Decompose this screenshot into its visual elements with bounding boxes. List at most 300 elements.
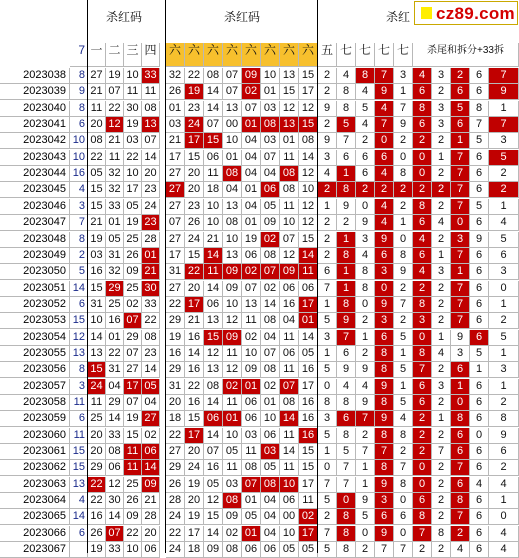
count-value[interactable]: 8 xyxy=(70,362,88,378)
kill-red-b-cell[interactable]: 26 xyxy=(166,477,185,493)
kill-red-a-cell[interactable]: 10 xyxy=(124,166,142,182)
kill-red-c-cell[interactable]: 6 xyxy=(451,362,470,378)
kill-red-c-cell[interactable]: 4 xyxy=(375,101,394,117)
kill-red-b-cell[interactable]: 04 xyxy=(223,182,242,198)
kill-red-a-cell[interactable]: 11 xyxy=(106,150,124,166)
kill-red-b-cell[interactable]: 27 xyxy=(166,232,185,248)
kill-red-b-cell[interactable]: 01 xyxy=(166,101,185,117)
kill-red-a-cell[interactable]: 08 xyxy=(106,444,124,460)
kill-red-c-cell[interactable]: 0 xyxy=(413,460,432,476)
kill-red-c-cell[interactable]: 8 xyxy=(375,428,394,444)
kill-red-a-cell[interactable]: 11 xyxy=(88,101,106,117)
kill-red-a-cell[interactable]: 30 xyxy=(142,281,160,297)
kill-red-a-cell[interactable]: 04 xyxy=(142,395,160,411)
kill-red-b-cell[interactable]: 17 xyxy=(185,526,204,542)
header-col-b5[interactable]: 六 xyxy=(261,43,280,67)
kill-red-c-cell[interactable]: 7 xyxy=(375,68,394,84)
kill-red-c-cell[interactable]: 0 xyxy=(413,166,432,182)
kill-red-a-cell[interactable]: 19 xyxy=(124,117,142,133)
header-col-c1[interactable]: 七 xyxy=(337,43,356,67)
kill-red-c-cell[interactable]: 5 xyxy=(394,395,413,411)
kill-red-c-cell[interactable]: 7 xyxy=(451,509,470,525)
kill-red-a-cell[interactable]: 33 xyxy=(142,68,160,84)
kill-red-c-cell[interactable]: 6 xyxy=(413,84,432,100)
kill-red-b-cell[interactable]: 10 xyxy=(223,297,242,313)
kill-red-c-cell[interactable]: 6 xyxy=(375,248,394,264)
count-value[interactable]: 8 xyxy=(70,232,88,248)
kill-red-a-cell[interactable]: 27 xyxy=(88,68,106,84)
kill-red-c-cell[interactable]: 6 xyxy=(413,117,432,133)
kill-red-b-cell[interactable]: 09 xyxy=(223,264,242,280)
kill-red-b-cell[interactable]: 06 xyxy=(242,411,261,427)
kill-red-a-cell[interactable]: 09 xyxy=(124,509,142,525)
kill-red-b-cell[interactable]: 08 xyxy=(280,166,299,182)
kill-red-c-cell[interactable]: 8 xyxy=(337,428,356,444)
kill-red-c-cell[interactable]: 6 xyxy=(470,150,489,166)
kill-red-b-cell[interactable]: 03 xyxy=(223,477,242,493)
kill-red-b-cell[interactable]: 09 xyxy=(280,264,299,280)
kill-red-c-cell[interactable]: 1 xyxy=(394,215,413,231)
issue-number[interactable]: 2023058 xyxy=(0,395,70,411)
kill-red-c-cell[interactable]: 9 xyxy=(375,379,394,395)
kill-red-b-cell[interactable]: 04 xyxy=(261,166,280,182)
issue-number[interactable]: 2023051 xyxy=(0,281,70,297)
count-value[interactable] xyxy=(70,542,88,558)
kill-red-c-cell[interactable]: 5 xyxy=(356,509,375,525)
kill-red-a-cell[interactable]: 28 xyxy=(142,509,160,525)
kill-red-c-cell[interactable]: 3 xyxy=(375,313,394,329)
kill-red-c-cell[interactable]: 9 xyxy=(356,362,375,378)
kill-red-c-cell[interactable]: 2 xyxy=(394,133,413,149)
kill-red-b-cell[interactable]: 17 xyxy=(299,84,318,100)
kill-red-c-cell[interactable]: 6 xyxy=(413,215,432,231)
kill-red-c-cell[interactable]: 1 xyxy=(356,330,375,346)
kill-red-b-cell[interactable]: 04 xyxy=(242,166,261,182)
kill-red-c-cell[interactable]: 2 xyxy=(318,509,337,525)
kill-red-b-cell[interactable]: 12 xyxy=(299,199,318,215)
kill-red-b-cell[interactable]: 17 xyxy=(299,297,318,313)
kill-red-b-cell[interactable]: 22 xyxy=(185,379,204,395)
kill-red-c-cell[interactable]: 3 xyxy=(413,313,432,329)
kill-red-c-cell[interactable]: 0 xyxy=(375,133,394,149)
kill-red-c-cell[interactable]: 7 xyxy=(413,526,432,542)
kill-red-c-cell[interactable]: 2 xyxy=(318,215,337,231)
kill-red-b-cell[interactable]: 07 xyxy=(280,232,299,248)
kill-red-a-cell[interactable]: 28 xyxy=(142,232,160,248)
kill-red-b-cell[interactable]: 01 xyxy=(223,411,242,427)
kill-red-a-cell[interactable]: 07 xyxy=(106,526,124,542)
kill-red-b-cell[interactable]: 11 xyxy=(223,460,242,476)
kill-red-c-cell[interactable]: 2 xyxy=(489,313,519,329)
kill-red-c-cell[interactable]: 1 xyxy=(432,330,451,346)
kill-red-c-cell[interactable]: 9 xyxy=(337,362,356,378)
kill-red-c-cell[interactable]: 4 xyxy=(318,166,337,182)
count-value[interactable]: 11 xyxy=(70,428,88,444)
count-value[interactable]: 3 xyxy=(70,199,88,215)
kill-red-c-cell[interactable]: 2 xyxy=(318,248,337,264)
kill-red-c-cell[interactable]: 6 xyxy=(470,264,489,280)
kill-red-c-cell[interactable]: 9 xyxy=(470,232,489,248)
kill-red-b-cell[interactable]: 07 xyxy=(242,477,261,493)
kill-red-c-cell[interactable]: 8 xyxy=(413,509,432,525)
kill-red-c-cell[interactable]: 6 xyxy=(470,166,489,182)
kill-red-c-cell[interactable]: 1 xyxy=(337,166,356,182)
kill-red-c-cell[interactable]: 5 xyxy=(318,542,337,558)
kill-red-c-cell[interactable]: 7 xyxy=(318,281,337,297)
kill-red-a-cell[interactable]: 15 xyxy=(88,362,106,378)
kill-red-c-cell[interactable]: 2 xyxy=(432,84,451,100)
kill-red-c-cell[interactable]: 6 xyxy=(413,493,432,509)
kill-red-b-cell[interactable]: 17 xyxy=(166,150,185,166)
kill-red-c-cell[interactable]: 2 xyxy=(432,509,451,525)
kill-red-b-cell[interactable]: 13 xyxy=(280,68,299,84)
kill-red-c-cell[interactable]: 9 xyxy=(375,477,394,493)
kill-red-c-cell[interactable]: 7 xyxy=(451,460,470,476)
kill-red-b-cell[interactable]: 16 xyxy=(166,346,185,362)
kill-red-c-cell[interactable]: 6 xyxy=(375,509,394,525)
kill-red-b-cell[interactable]: 11 xyxy=(242,444,261,460)
kill-red-c-cell[interactable]: 2 xyxy=(394,313,413,329)
kill-red-b-cell[interactable]: 14 xyxy=(280,444,299,460)
kill-red-b-cell[interactable]: 06 xyxy=(261,182,280,198)
kill-red-b-cell[interactable]: 08 xyxy=(261,477,280,493)
kill-red-b-cell[interactable]: 00 xyxy=(280,509,299,525)
kill-red-a-cell[interactable]: 31 xyxy=(106,248,124,264)
kill-red-b-cell[interactable]: 09 xyxy=(223,330,242,346)
kill-red-b-cell[interactable]: 02 xyxy=(261,232,280,248)
kill-red-c-cell[interactable]: 9 xyxy=(489,428,519,444)
kill-red-b-cell[interactable]: 15 xyxy=(185,150,204,166)
kill-red-c-cell[interactable]: 1 xyxy=(394,84,413,100)
kill-red-a-cell[interactable]: 32 xyxy=(106,182,124,198)
kill-red-a-cell[interactable]: 24 xyxy=(88,379,106,395)
kill-red-b-cell[interactable]: 24 xyxy=(185,117,204,133)
kill-red-c-cell[interactable]: 6 xyxy=(470,493,489,509)
kill-red-b-cell[interactable]: 01 xyxy=(242,182,261,198)
kill-red-c-cell[interactable]: 3 xyxy=(432,264,451,280)
kill-red-c-cell[interactable]: 2 xyxy=(413,411,432,427)
kill-red-b-cell[interactable]: 08 xyxy=(261,117,280,133)
kill-red-c-cell[interactable]: 6 xyxy=(413,248,432,264)
kill-red-b-cell[interactable]: 01 xyxy=(280,133,299,149)
kill-red-c-cell[interactable]: 8 xyxy=(337,395,356,411)
kill-red-a-cell[interactable]: 10 xyxy=(88,313,106,329)
kill-red-c-cell[interactable]: 2 xyxy=(356,182,375,198)
kill-red-b-cell[interactable]: 02 xyxy=(261,281,280,297)
kill-red-c-cell[interactable]: 1 xyxy=(489,346,519,362)
kill-red-c-cell[interactable]: 8 xyxy=(337,542,356,558)
kill-red-b-cell[interactable]: 04 xyxy=(261,509,280,525)
kill-red-c-cell[interactable]: 4 xyxy=(356,248,375,264)
kill-red-b-cell[interactable]: 17 xyxy=(185,428,204,444)
kill-red-c-cell[interactable]: 3 xyxy=(375,493,394,509)
kill-red-c-cell[interactable]: 7 xyxy=(451,313,470,329)
kill-red-b-cell[interactable]: 15 xyxy=(299,232,318,248)
kill-red-a-cell[interactable]: 25 xyxy=(106,297,124,313)
kill-red-a-cell[interactable]: 03 xyxy=(124,133,142,149)
kill-red-c-cell[interactable]: 2 xyxy=(394,199,413,215)
kill-red-b-cell[interactable]: 03 xyxy=(166,117,185,133)
kill-red-b-cell[interactable]: 10 xyxy=(204,199,223,215)
kill-red-a-cell[interactable]: 22 xyxy=(88,493,106,509)
kill-red-b-cell[interactable]: 15 xyxy=(299,444,318,460)
kill-red-c-cell[interactable]: 3 xyxy=(489,264,519,280)
kill-red-b-cell[interactable]: 04 xyxy=(261,493,280,509)
kill-red-b-cell[interactable]: 14 xyxy=(204,395,223,411)
kill-red-a-cell[interactable]: 10 xyxy=(124,542,142,558)
kill-red-b-cell[interactable]: 03 xyxy=(242,428,261,444)
kill-red-a-cell[interactable]: 33 xyxy=(106,199,124,215)
kill-red-a-cell[interactable]: 15 xyxy=(88,199,106,215)
kill-red-b-cell[interactable]: 02 xyxy=(299,509,318,525)
kill-red-c-cell[interactable]: 7 xyxy=(451,150,470,166)
kill-red-c-cell[interactable]: 8 xyxy=(394,248,413,264)
kill-red-c-cell[interactable]: 5 xyxy=(489,150,519,166)
kill-red-c-cell[interactable]: 9 xyxy=(375,232,394,248)
kill-red-b-cell[interactable]: 06 xyxy=(242,542,261,558)
kill-red-b-cell[interactable]: 11 xyxy=(204,264,223,280)
kill-red-c-cell[interactable]: 9 xyxy=(394,264,413,280)
kill-red-c-cell[interactable]: 2 xyxy=(337,215,356,231)
kill-red-c-cell[interactable]: 9 xyxy=(356,493,375,509)
kill-red-c-cell[interactable]: 8 xyxy=(432,526,451,542)
kill-red-b-cell[interactable]: 07 xyxy=(223,68,242,84)
kill-red-c-cell[interactable]: 6 xyxy=(470,297,489,313)
kill-red-a-cell[interactable]: 15 xyxy=(124,428,142,444)
kill-red-b-cell[interactable]: 12 xyxy=(280,101,299,117)
issue-number[interactable]: 2023056 xyxy=(0,362,70,378)
kill-red-c-cell[interactable]: 2 xyxy=(432,460,451,476)
kill-red-c-cell[interactable]: 7 xyxy=(451,182,470,198)
kill-red-a-cell[interactable]: 27 xyxy=(124,362,142,378)
kill-red-c-cell[interactable]: 4 xyxy=(375,166,394,182)
kill-red-c-cell[interactable]: 4 xyxy=(413,68,432,84)
kill-red-c-cell[interactable]: 5 xyxy=(318,362,337,378)
kill-red-b-cell[interactable]: 29 xyxy=(166,362,185,378)
kill-red-a-cell[interactable]: 30 xyxy=(124,101,142,117)
kill-red-c-cell[interactable]: 1 xyxy=(451,133,470,149)
kill-red-a-cell[interactable]: 07 xyxy=(142,133,160,149)
kill-red-a-cell[interactable]: 14 xyxy=(106,411,124,427)
kill-red-a-cell[interactable]: 09 xyxy=(124,264,142,280)
kill-red-c-cell[interactable]: 0 xyxy=(489,509,519,525)
kill-red-c-cell[interactable]: 7 xyxy=(470,117,489,133)
kill-red-c-cell[interactable]: 2 xyxy=(489,166,519,182)
kill-red-c-cell[interactable]: 2 xyxy=(451,526,470,542)
kill-red-b-cell[interactable]: 14 xyxy=(299,330,318,346)
kill-red-c-cell[interactable]: 6 xyxy=(375,150,394,166)
kill-red-b-cell[interactable]: 11 xyxy=(299,264,318,280)
kill-red-a-cell[interactable]: 21 xyxy=(88,84,106,100)
kill-red-b-cell[interactable]: 01 xyxy=(242,526,261,542)
issue-number[interactable]: 2023057 xyxy=(0,379,70,395)
kill-red-c-cell[interactable]: 4 xyxy=(451,542,470,558)
kill-red-c-cell[interactable]: 8 xyxy=(337,297,356,313)
kill-red-c-cell[interactable]: 6 xyxy=(470,248,489,264)
kill-red-c-cell[interactable]: 5 xyxy=(489,330,519,346)
kill-red-b-cell[interactable]: 11 xyxy=(280,150,299,166)
kill-red-c-cell[interactable]: 6 xyxy=(394,509,413,525)
kill-red-a-cell[interactable]: 21 xyxy=(88,215,106,231)
kill-red-a-cell[interactable]: 01 xyxy=(106,330,124,346)
kill-red-b-cell[interactable]: 06 xyxy=(280,281,299,297)
kill-red-c-cell[interactable]: 4 xyxy=(356,84,375,100)
kill-red-a-cell[interactable]: 23 xyxy=(142,215,160,231)
kill-red-c-cell[interactable]: 8 xyxy=(337,526,356,542)
kill-red-c-cell[interactable]: 7 xyxy=(451,166,470,182)
kill-red-c-cell[interactable]: 7 xyxy=(394,460,413,476)
kill-red-a-cell[interactable]: 03 xyxy=(88,248,106,264)
kill-red-c-cell[interactable]: 7 xyxy=(375,542,394,558)
kill-red-c-cell[interactable]: 3 xyxy=(318,411,337,427)
kill-red-c-cell[interactable]: 2 xyxy=(356,542,375,558)
kill-red-b-cell[interactable]: 16 xyxy=(204,460,223,476)
kill-red-c-cell[interactable]: 5 xyxy=(470,133,489,149)
kill-red-b-cell[interactable]: 10 xyxy=(204,215,223,231)
kill-red-a-cell[interactable]: 29 xyxy=(124,330,142,346)
kill-red-b-cell[interactable]: 17 xyxy=(166,248,185,264)
kill-red-a-cell[interactable]: 30 xyxy=(106,493,124,509)
kill-red-b-cell[interactable]: 28 xyxy=(166,493,185,509)
kill-red-c-cell[interactable]: 2 xyxy=(432,166,451,182)
kill-red-b-cell[interactable]: 04 xyxy=(280,313,299,329)
kill-red-b-cell[interactable]: 01 xyxy=(223,150,242,166)
kill-red-a-cell[interactable]: 08 xyxy=(88,133,106,149)
kill-red-b-cell[interactable]: 13 xyxy=(223,199,242,215)
kill-red-c-cell[interactable]: 2 xyxy=(318,84,337,100)
kill-red-c-cell[interactable]: 0 xyxy=(318,460,337,476)
kill-red-c-cell[interactable]: 1 xyxy=(318,199,337,215)
kill-red-c-cell[interactable]: 1 xyxy=(394,346,413,362)
kill-red-a-cell[interactable]: 01 xyxy=(142,248,160,264)
kill-red-b-cell[interactable]: 15 xyxy=(185,248,204,264)
kill-red-a-cell[interactable]: 11 xyxy=(88,395,106,411)
kill-red-b-cell[interactable]: 16 xyxy=(185,362,204,378)
issue-number[interactable]: 2023055 xyxy=(0,346,70,362)
header-count[interactable]: 7 xyxy=(70,43,88,67)
kill-red-b-cell[interactable]: 05 xyxy=(261,199,280,215)
kill-red-c-cell[interactable]: 4 xyxy=(356,117,375,133)
kill-red-b-cell[interactable]: 15 xyxy=(299,460,318,476)
kill-red-a-cell[interactable]: 08 xyxy=(142,101,160,117)
count-value[interactable]: 8 xyxy=(70,101,88,117)
count-value[interactable]: 6 xyxy=(70,297,88,313)
kill-red-a-cell[interactable]: 05 xyxy=(88,166,106,182)
issue-number[interactable]: 2023041 xyxy=(0,117,70,133)
kill-red-a-cell[interactable]: 19 xyxy=(124,411,142,427)
kill-red-c-cell[interactable]: 7 xyxy=(318,526,337,542)
kill-red-b-cell[interactable]: 08 xyxy=(223,215,242,231)
kill-red-b-cell[interactable]: 11 xyxy=(242,313,261,329)
kill-red-c-cell[interactable]: 0 xyxy=(318,379,337,395)
kill-red-a-cell[interactable]: 14 xyxy=(106,509,124,525)
kill-red-a-cell[interactable]: 08 xyxy=(142,330,160,346)
kill-red-a-cell[interactable]: 05 xyxy=(124,199,142,215)
kill-red-a-cell[interactable]: 23 xyxy=(142,346,160,362)
kill-red-a-cell[interactable]: 21 xyxy=(142,264,160,280)
kill-red-b-cell[interactable]: 15 xyxy=(299,68,318,84)
kill-red-c-cell[interactable]: 7 xyxy=(375,117,394,133)
kill-red-c-cell[interactable]: 6 xyxy=(470,215,489,231)
kill-red-b-cell[interactable]: 12 xyxy=(280,248,299,264)
kill-red-a-cell[interactable]: 05 xyxy=(106,232,124,248)
kill-red-b-cell[interactable]: 21 xyxy=(166,133,185,149)
kill-red-b-cell[interactable]: 07 xyxy=(280,379,299,395)
kill-red-a-cell[interactable]: 17 xyxy=(124,379,142,395)
kill-red-b-cell[interactable]: 20 xyxy=(185,493,204,509)
kill-red-a-cell[interactable]: 33 xyxy=(106,428,124,444)
kill-red-b-cell[interactable]: 14 xyxy=(280,411,299,427)
kill-red-c-cell[interactable]: 9 xyxy=(318,133,337,149)
kill-red-c-cell[interactable]: 0 xyxy=(489,281,519,297)
kill-red-c-cell[interactable]: 1 xyxy=(489,493,519,509)
kill-red-c-cell[interactable]: 6 xyxy=(337,411,356,427)
kill-red-c-cell[interactable]: 1 xyxy=(318,297,337,313)
kill-red-b-cell[interactable]: 12 xyxy=(299,166,318,182)
kill-red-b-cell[interactable]: 24 xyxy=(166,542,185,558)
kill-red-a-cell[interactable]: 25 xyxy=(124,477,142,493)
kill-red-c-cell[interactable]: 2 xyxy=(413,281,432,297)
kill-red-c-cell[interactable]: 2 xyxy=(432,542,451,558)
kill-red-c-cell[interactable]: 4 xyxy=(489,526,519,542)
kill-red-b-cell[interactable]: 07 xyxy=(261,346,280,362)
kill-red-c-cell[interactable]: 6 xyxy=(489,444,519,460)
kill-red-c-cell[interactable]: 8 xyxy=(356,281,375,297)
kill-red-b-cell[interactable]: 20 xyxy=(185,281,204,297)
kill-red-c-cell[interactable]: 4 xyxy=(375,199,394,215)
kill-red-c-cell[interactable]: 7 xyxy=(375,444,394,460)
kill-red-b-cell[interactable]: 12 xyxy=(204,346,223,362)
kill-red-b-cell[interactable]: 07 xyxy=(242,281,261,297)
kill-red-c-cell[interactable]: 6 xyxy=(470,460,489,476)
issue-number[interactable]: 2023060 xyxy=(0,428,70,444)
kill-red-c-cell[interactable]: 7 xyxy=(451,297,470,313)
kill-red-c-cell[interactable]: 0 xyxy=(356,526,375,542)
kill-red-c-cell[interactable]: 2 xyxy=(432,477,451,493)
kill-red-b-cell[interactable]: 09 xyxy=(261,215,280,231)
kill-red-b-cell[interactable]: 29 xyxy=(166,313,185,329)
kill-red-c-cell[interactable]: 2 xyxy=(394,281,413,297)
kill-red-a-cell[interactable]: 12 xyxy=(106,117,124,133)
kill-red-c-cell[interactable]: 2 xyxy=(356,313,375,329)
kill-red-c-cell[interactable]: 1 xyxy=(451,379,470,395)
kill-red-c-cell[interactable]: 6 xyxy=(470,542,489,558)
kill-red-b-cell[interactable]: 08 xyxy=(261,313,280,329)
kill-red-c-cell[interactable]: 5 xyxy=(337,117,356,133)
kill-red-b-cell[interactable]: 05 xyxy=(242,509,261,525)
kill-red-c-cell[interactable]: 0 xyxy=(394,493,413,509)
kill-red-b-cell[interactable]: 05 xyxy=(204,477,223,493)
header-col-c3[interactable]: 七 xyxy=(375,43,394,67)
kill-red-c-cell[interactable]: 1 xyxy=(451,264,470,280)
kill-red-c-cell[interactable]: 0 xyxy=(375,281,394,297)
kill-red-b-cell[interactable]: 02 xyxy=(242,264,261,280)
kill-red-b-cell[interactable]: 01 xyxy=(242,215,261,231)
kill-red-c-cell[interactable]: 8 xyxy=(451,411,470,427)
kill-red-c-cell[interactable]: 7 xyxy=(451,248,470,264)
kill-red-b-cell[interactable]: 05 xyxy=(280,542,299,558)
kill-red-c-cell[interactable]: 8 xyxy=(356,264,375,280)
kill-red-c-cell[interactable]: 3 xyxy=(451,346,470,362)
kill-red-c-cell[interactable]: 6 xyxy=(470,395,489,411)
kill-red-c-cell[interactable]: 8 xyxy=(318,395,337,411)
kill-red-c-cell[interactable]: 4 xyxy=(432,346,451,362)
kill-red-c-cell[interactable]: 5 xyxy=(318,428,337,444)
kill-red-c-cell[interactable]: 0 xyxy=(394,526,413,542)
kill-red-c-cell[interactable]: 7 xyxy=(337,133,356,149)
kill-red-c-cell[interactable]: 6 xyxy=(451,428,470,444)
kill-red-b-cell[interactable]: 14 xyxy=(261,297,280,313)
